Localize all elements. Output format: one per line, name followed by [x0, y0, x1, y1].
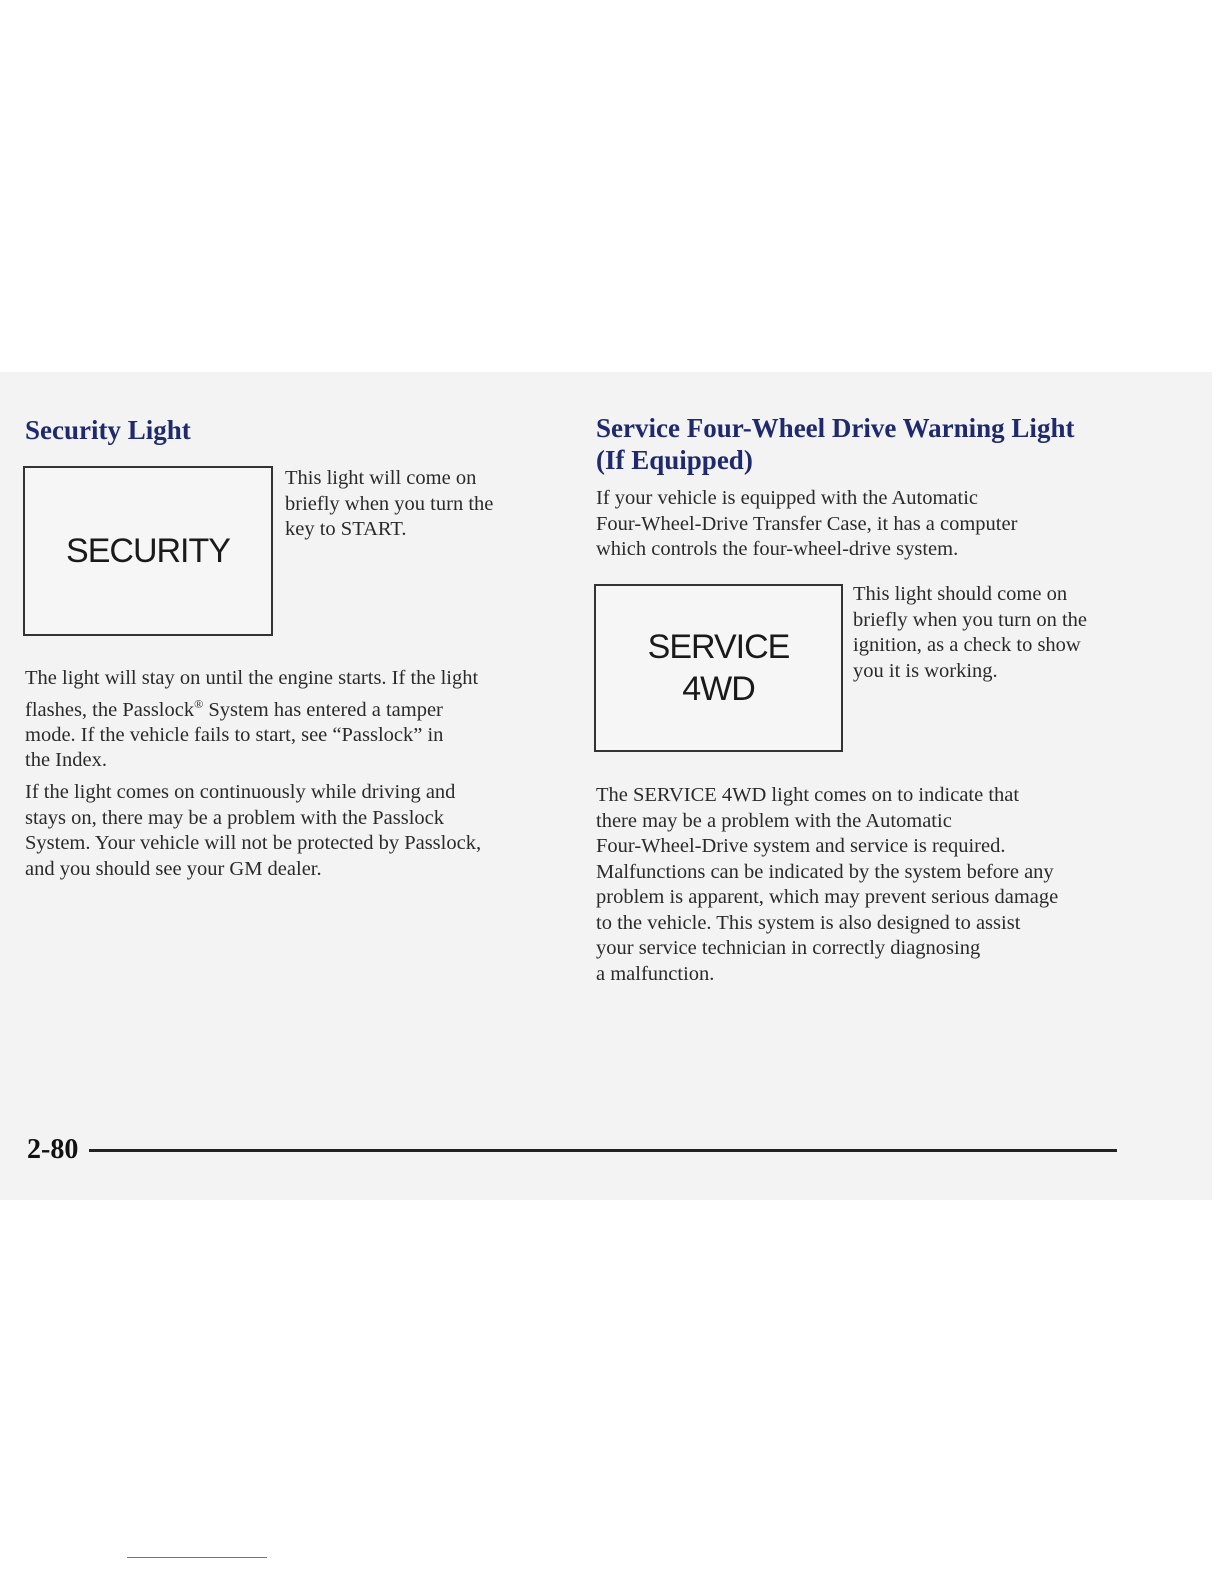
bottom-link-underline [127, 1557, 267, 1558]
security-indicator-box [23, 466, 273, 636]
security-paragraph-1 [25, 666, 565, 774]
service-4wd-indicator-label: SERVICE 4WD [647, 628, 790, 708]
security-indicator-label: SECURITY [66, 532, 230, 570]
service-4wd-heading: Service Four-Wheel Drive Warning Light (If Equipped) [596, 413, 1075, 475]
page-number: 2-80 [27, 1134, 79, 1165]
service-4wd-side-text: This light should come on briefly when you turn on the ignition, as a check to show you it is working. [853, 583, 1087, 682]
security-light-heading: Security Light [25, 415, 191, 445]
footer-rule [89, 1149, 1117, 1152]
security-paragraph-1b: System has entered a tamper mode. If the vehicle fails to start, see “Passlock” in the Index. [25, 698, 444, 772]
security-side-text: This light will come on briefly when you turn the key to START. [285, 467, 494, 540]
content-area [0, 372, 1212, 1200]
security-paragraph-1a: The light will stay on until the engine starts. If the light flashes, the Passlock [25, 667, 479, 721]
security-paragraph-2: If the light comes on continuously while driving and stays on, there may be a problem with the Passlock System. Your vehicle will not be protected by Passlock, and you should see your GM dealer. [25, 781, 482, 880]
service-4wd-paragraph: The SERVICE 4WD light comes on to indicate that there may be a problem with the Automatic Four-Wheel-Drive system and service is required. Malfunctions can be indicated by the system before any problem is apparent, which may prevent serious damage to the vehicle. This system is also designed to assist your service technician in correctly diagnosing a malfunction. [596, 784, 1059, 985]
service-4wd-intro: If your vehicle is equipped with the Automatic Four-Wheel-Drive Transfer Case, it has a computer which controls the four-wheel-drive system. [596, 487, 1018, 560]
registered-mark: ® [194, 696, 204, 711]
service-4wd-indicator-box [594, 584, 843, 752]
